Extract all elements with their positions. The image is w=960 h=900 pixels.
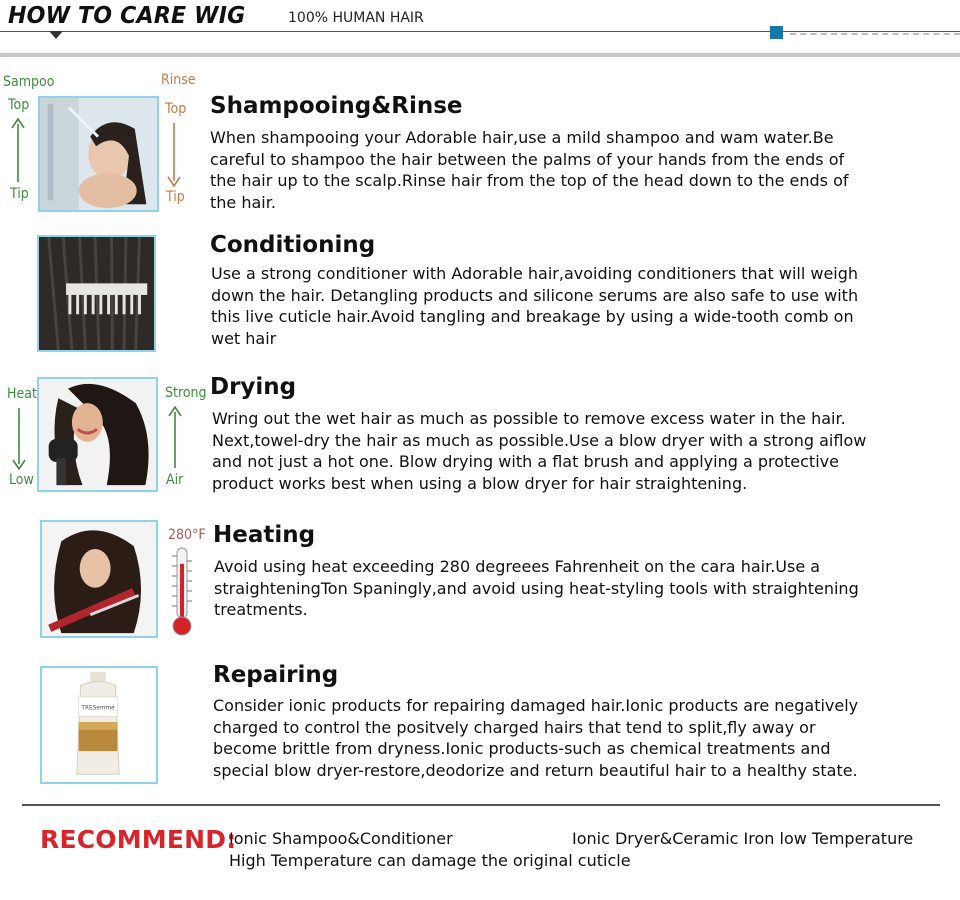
bottle-brand: TRESemmé [81, 705, 115, 712]
section-body-conditioning: Use a strong conditioner with Adorable hair,avoiding conditioners that will weigh down the hair. Detangling products and silicone serums are also safe to use with this live cuticle hair.Avoid tangling and breakage by using a wide-tooth comb on wet hair [211, 264, 859, 349]
header-dashed-line [790, 33, 960, 35]
drying-strong-label: Strong [165, 385, 207, 401]
section-body-shampooing: When shampooing your Adorable hair,use a mild shampoo and wam water.Be careful to shampoo the hair between the palms of your hands from the ends of the hair up to the scalp.Rinse hair from the top of the head down to the ends of the hair. [210, 128, 849, 213]
header-bar [0, 53, 960, 57]
page-title: HOW TO CARE WIG [8, 3, 246, 29]
shampoo-photo [38, 96, 159, 212]
shampoo-indicator-bottom: Tip [10, 186, 29, 202]
drying-photo [37, 377, 158, 492]
down-arrow-icon [167, 121, 181, 187]
heating-photo [40, 520, 158, 638]
page-subtitle: 100% HUMAN HAIR [288, 10, 424, 26]
header-notch [49, 31, 63, 39]
rinse-indicator-top: Top [165, 101, 187, 117]
conditioning-photo [37, 235, 156, 352]
section-body-drying: Wring out the wet hair as much as possible to remove excess water in the hair. Next,towel-dry the hair as much as possible.Use a blow dryer with a strong aiflow and not just a hot one. Blow drying with a flat brush and applying a protective product works best when using a blow dryer for hair straightening. [212, 409, 867, 494]
recommend-item-shampoo: Ionic Shampoo&Conditioner [229, 829, 453, 848]
section-title-repairing: Repairing [213, 662, 339, 688]
section-title-shampooing: Shampooing&Rinse [210, 93, 463, 119]
thermometer-label: 280°F [168, 527, 206, 543]
up-arrow-icon [168, 406, 182, 470]
drying-air-label: Air [166, 472, 184, 488]
repairing-photo [40, 666, 158, 784]
recommend-label: RECOMMEND: [40, 825, 237, 854]
drying-heat-label: Heat [7, 386, 37, 402]
recommend-item-dryer: Ionic Dryer&Ceramic Iron low Temperature [572, 829, 914, 848]
header-square-marker [770, 26, 783, 39]
section-body-repairing: Consider ionic products for repairing damaged hair.Ionic products are negatively charged to control the positvely charged hairs that tend to split,fly away or become brittle from dryness.Ionic products-such as chemical treatments and special blow dryer-restore,deodorize and return beautiful hair to a healthy state. [213, 696, 859, 781]
rinse-indicator-label: Rinse [161, 72, 196, 88]
header-divider [0, 31, 960, 32]
section-title-drying: Drying [210, 374, 297, 400]
rinse-indicator-bottom: Tip [166, 189, 185, 205]
shampoo-indicator-top: Top [8, 97, 30, 113]
section-title-conditioning: Conditioning [210, 232, 376, 258]
down-arrow-icon [12, 406, 26, 470]
thermometer-icon [169, 546, 195, 638]
section-title-heating: Heating [213, 522, 316, 548]
up-arrow-icon [11, 118, 25, 184]
recommend-note: High Temperature can damage the original cuticle [229, 851, 631, 870]
drying-low-label: Low [9, 472, 34, 488]
recommend-divider [22, 804, 940, 806]
section-body-heating: Avoid using heat exceeding 280 degreees Fahrenheit on the cara hair.Use a straighteningTon Spaningly,and avoid using heat-styling tools with straightening treatments. [214, 557, 859, 620]
shampoo-indicator-label: Sampoo [3, 74, 55, 90]
